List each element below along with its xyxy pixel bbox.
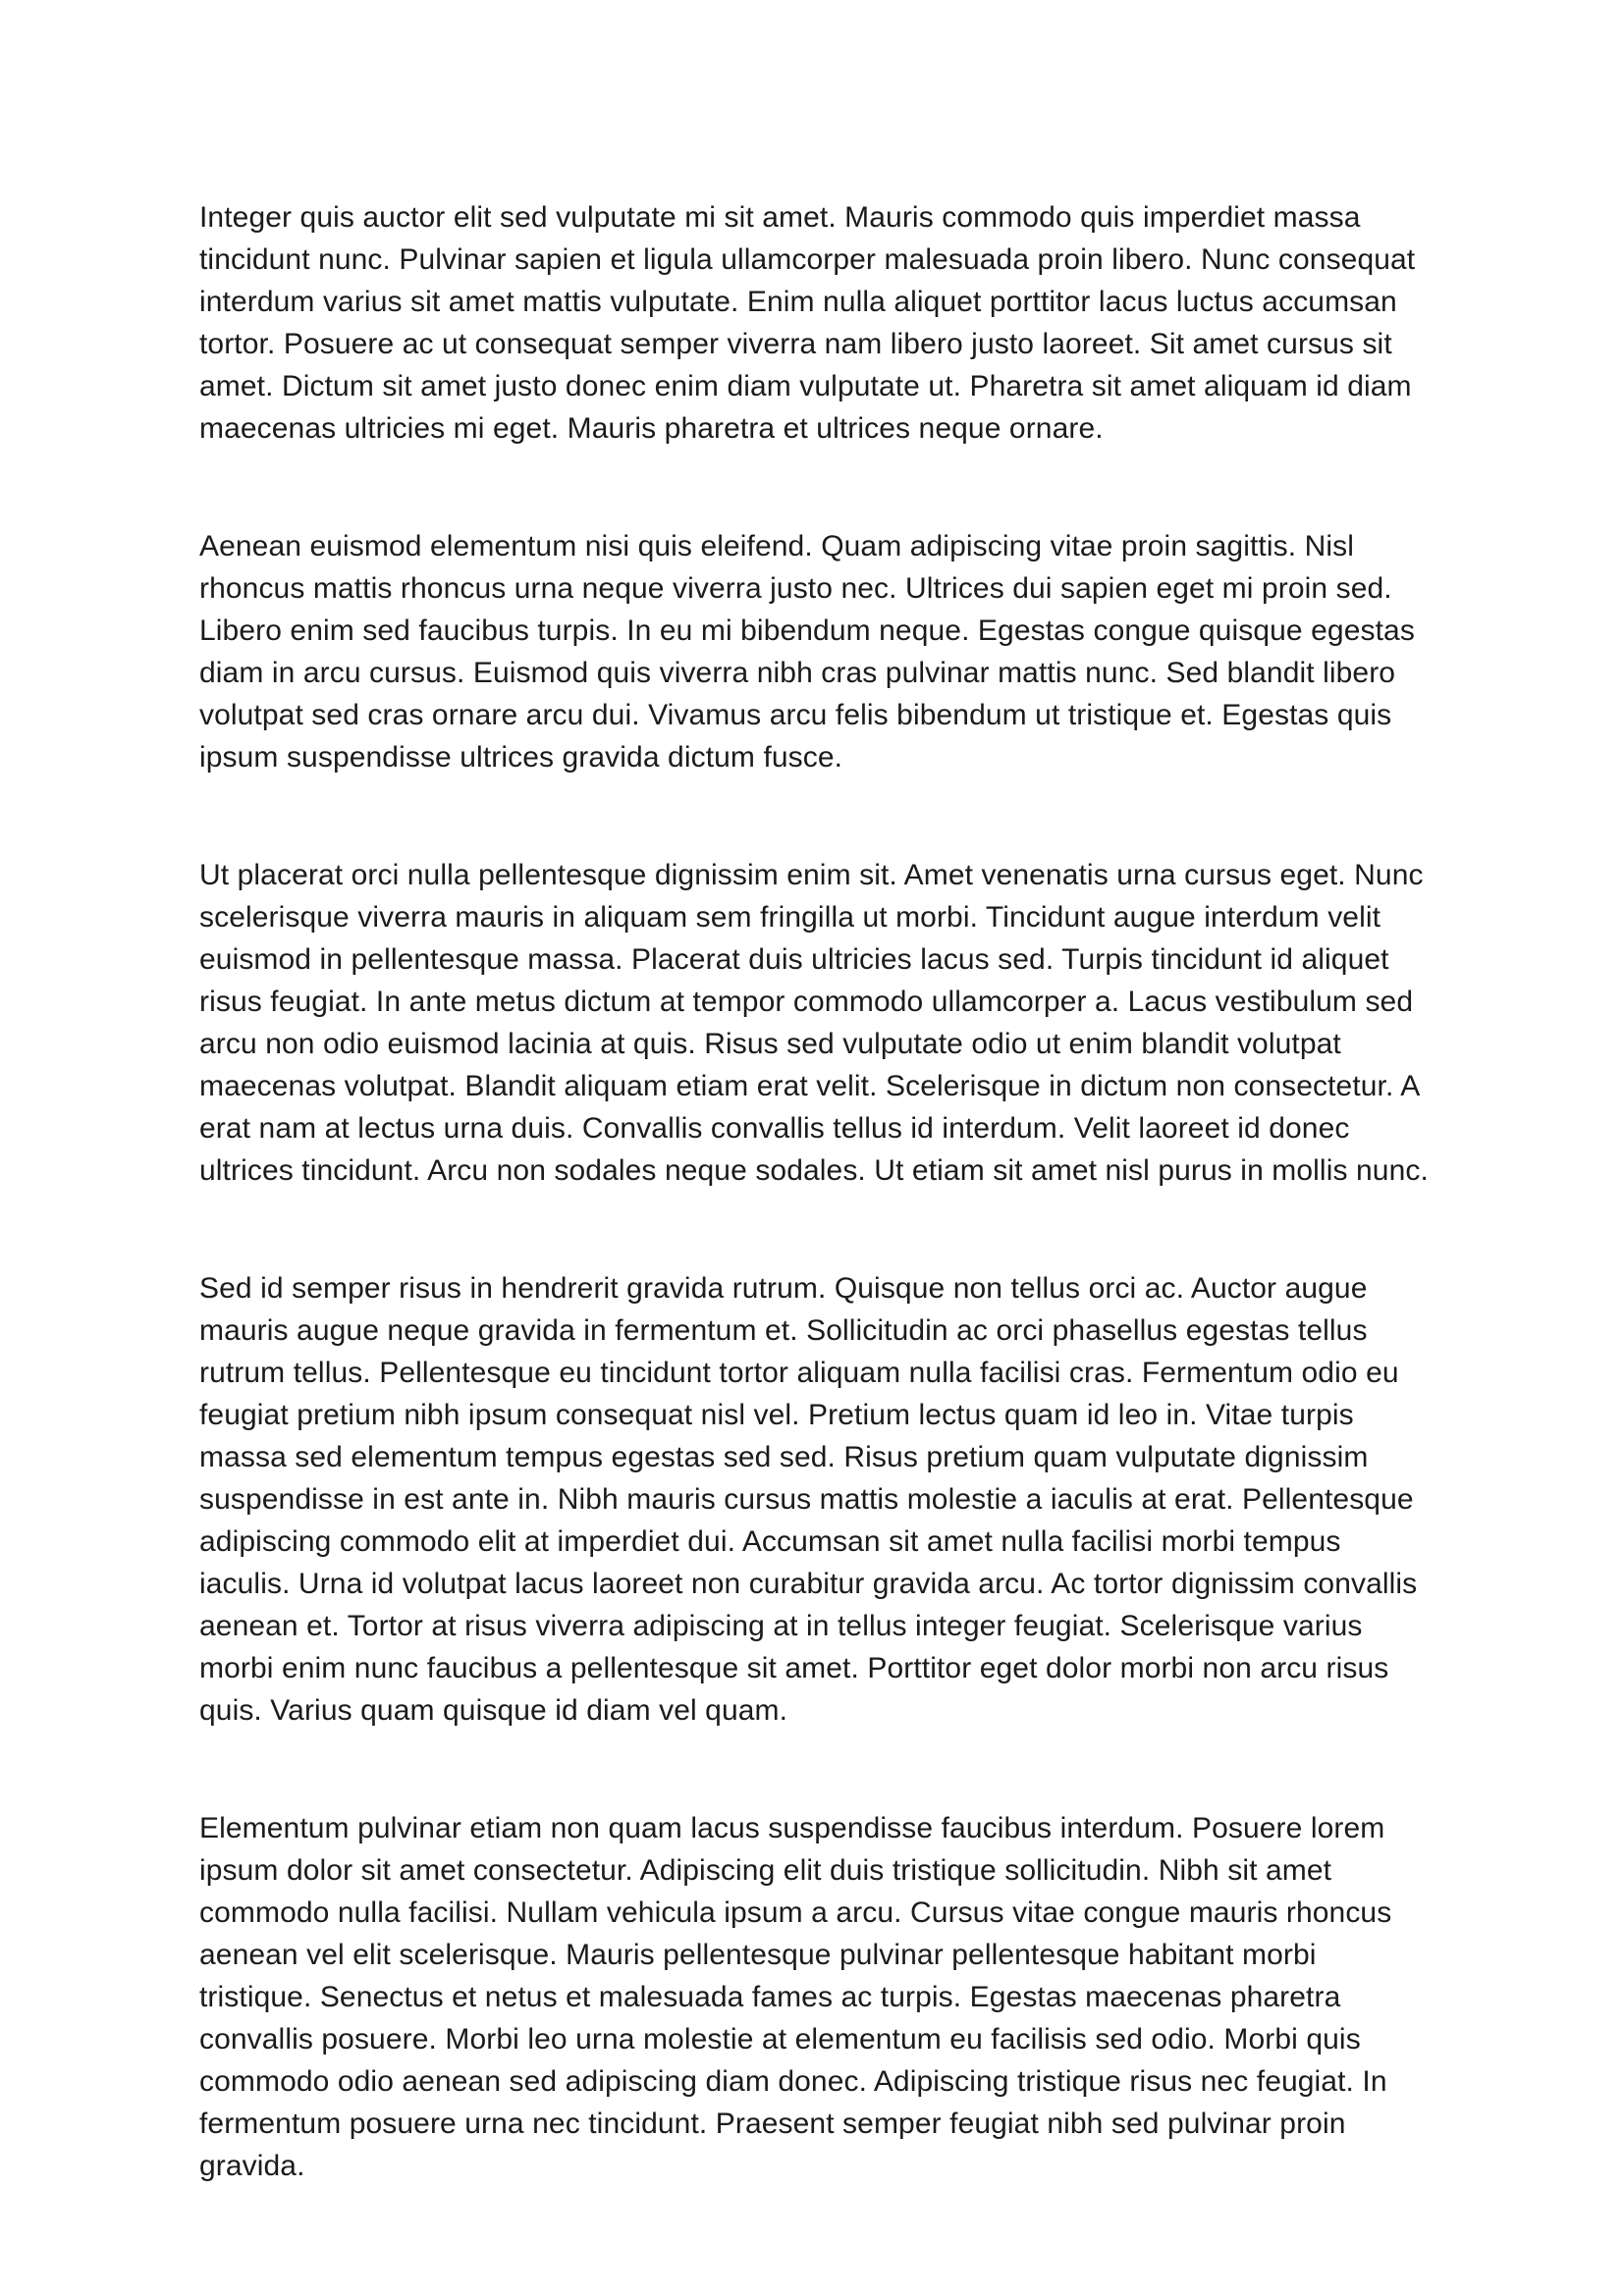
paragraph-2: Aenean euismod elementum nisi quis eleifend. Quam adipiscing vitae proin sagittis. Nisl rhoncus mattis rhoncus urna neque viverra justo nec. Ultrices dui sapien eget mi proin sed. Libero enim sed faucibus turpis. In eu mi bibendum neque. Egestas congue quisque egestas diam in arcu cursus. Euismod quis viverra nibh cras pulvinar mattis nunc. Sed blandit libero volutpat sed cras ornare arcu dui. Vivamus arcu felis bibendum ut tristique et. Egestas quis ipsum suspendisse ultrices gravida dictum fusce. <box>199 530 1415 774</box>
document-body <box>199 196 1431 2187</box>
paragraph-1: Integer quis auctor elit sed vulputate mi sit amet. Mauris commodo quis imperdiet massa tincidunt nunc. Pulvinar sapien et ligula ullamcorper malesuada proin libero. Nunc consequat interdum varius sit amet mattis vulputate. Enim nulla aliquet porttitor lacus luctus accumsan tortor. Posuere ac ut consequat semper viverra nam libero justo laoreet. Sit amet cursus sit amet. Dictum sit amet justo donec enim diam vulputate ut. Pharetra sit amet aliquam id diam maecenas ultricies mi eget. Mauris pharetra et ultrices neque ornare. <box>199 201 1416 445</box>
paragraph-5: Elementum pulvinar etiam non quam lacus suspendisse faucibus interdum. Posuere lorem ipsum dolor sit amet consectetur. Adipiscing elit duis tristique sollicitudin. Nibh sit amet commodo nulla facilisi. Nullam vehicula ipsum a arcu. Cursus vitae congue mauris rhoncus aenean vel elit scelerisque. Mauris pellentesque pulvinar pellentesque habitant morbi tristique. Senectus et netus et malesuada fames ac turpis. Egestas maecenas pharetra convallis posuere. Morbi leo urna molestie at elementum eu facilisis sed odio. Morbi quis commodo odio aenean sed adipiscing diam donec. Adipiscing tristique risus nec feugiat. In fermentum posuere urna nec tincidunt. Praesent semper feugiat nibh sed pulvinar proin gravida. <box>199 1812 1392 2182</box>
paragraph-3: Ut placerat orci nulla pellentesque dignissim enim sit. Amet venenatis urna cursus eget. Nunc scelerisque viverra mauris in aliquam sem fringilla ut morbi. Tincidunt augue interdum velit euismod in pellentesque massa. Placerat duis ultricies lacus sed. Turpis tincidunt id aliquet risus feugiat. In ante metus dictum at tempor commodo ullamcorper a. Lacus vestibulum sed arcu non odio euismod lacinia at quis. Risus sed vulputate odio ut enim blandit volutpat maecenas volutpat. Blandit aliquam etiam erat velit. Scelerisque in dictum non consectetur. A erat nam at lectus urna duis. Convallis convallis tellus id interdum. Velit laoreet id donec ultrices tincidunt. Arcu non sodales neque sodales. Ut etiam sit amet nisl purus in mollis nunc. <box>199 859 1429 1187</box>
paragraph-4: Sed id semper risus in hendrerit gravida rutrum. Quisque non tellus orci ac. Auctor augue mauris augue neque gravida in fermentum et. Sollicitudin ac orci phasellus egestas tellus rutrum tellus. Pellentesque eu tincidunt tortor aliquam nulla facilisi cras. Fermentum odio eu feugiat pretium nibh ipsum consequat nisl vel. Pretium lectus quam id leo in. Vitae turpis massa sed elementum tempus egestas sed sed. Risus pretium quam vulputate dignissim suspendisse in est ante in. Nibh mauris cursus mattis molestie a iaculis at erat. Pellentesque adipiscing commodo elit at imperdiet dui. Accumsan sit amet nulla facilisi morbi tempus iaculis. Urna id volutpat lacus laoreet non curabitur gravida arcu. Ac tortor dignissim convallis aenean et. Tortor at risus viverra adipiscing at in tellus integer feugiat. Scelerisque varius morbi enim nunc faucibus a pellentesque sit amet. Porttitor eget dolor morbi non arcu risus quis. Varius quam quisque id diam vel quam. <box>199 1272 1418 1727</box>
